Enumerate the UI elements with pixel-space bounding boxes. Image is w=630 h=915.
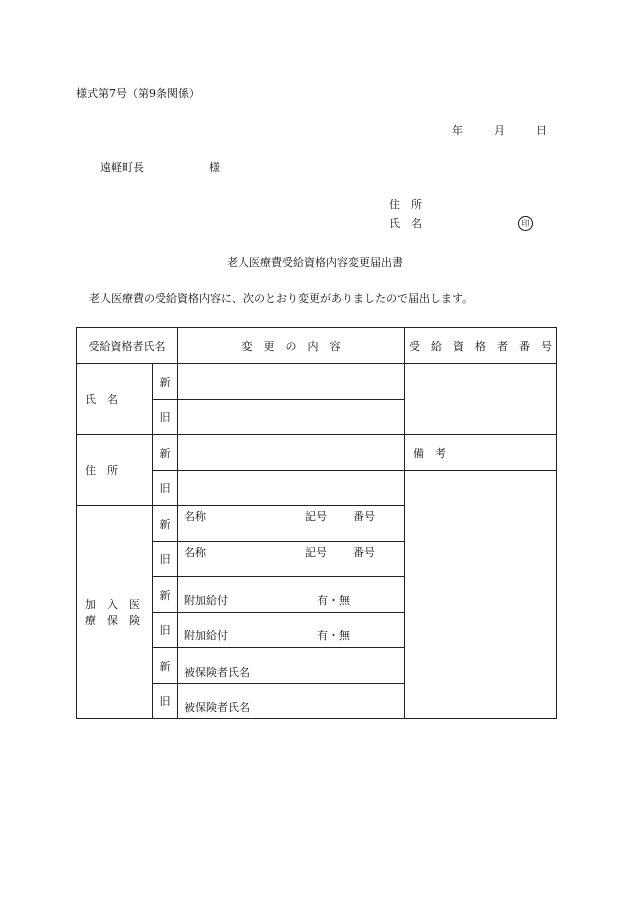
old-label: 旧 (153, 400, 178, 435)
change-form-table (76, 327, 557, 719)
header-change-content: 変 更 の 内 容 (178, 328, 405, 364)
header-recipient-number: 受 給 資 格 者 番 号 (405, 328, 557, 364)
insurer-old-field[interactable] (178, 542, 405, 577)
insurer-name-label: 名称 (184, 510, 206, 523)
old-label: 旧 (153, 471, 178, 506)
additional-benefit-new-field[interactable] (178, 577, 405, 613)
additional-benefit-label: 附加給付 (184, 594, 228, 607)
new-label: 新 (153, 648, 178, 684)
new-label: 新 (153, 577, 178, 613)
date-year: 年 (452, 124, 463, 137)
intro-text: 老人医療費の受給資格内容に、次のとおり変更がありましたので届出します。 (89, 292, 474, 305)
remarks-label: 備 考 (405, 435, 557, 471)
seal-mark: 印 (518, 216, 533, 231)
insurer-new-field[interactable] (178, 506, 405, 542)
number-label: 番号 (353, 510, 375, 523)
insured-name-label: 被保険者氏名 (184, 701, 250, 714)
remarks-field[interactable] (405, 471, 557, 719)
additional-benefit-old-field[interactable] (178, 613, 405, 648)
address-new-field[interactable] (178, 435, 405, 471)
document-title: 老人医療費受給資格内容変更届出書 (227, 256, 403, 269)
applicant-name-label: 氏 名 (389, 217, 422, 230)
addressee-honorific: 様 (209, 161, 220, 174)
recipient-number-field[interactable] (405, 364, 557, 435)
old-label: 旧 (153, 613, 178, 648)
number-label: 番号 (353, 546, 375, 559)
yes-no-option[interactable]: 有・無 (317, 594, 350, 607)
date-month: 月 (494, 124, 505, 137)
applicant-address-label: 住 所 (389, 198, 422, 211)
name-new-field[interactable] (178, 364, 405, 400)
insured-name-label: 被保険者氏名 (184, 666, 250, 679)
date-day: 日 (536, 124, 547, 137)
date-line (452, 124, 547, 138)
addressee-name: 遠軽町長 (100, 161, 144, 174)
insured-name-new-field[interactable] (178, 648, 405, 684)
yes-no-option[interactable]: 有・無 (317, 629, 350, 642)
form-number: 様式第7号（第9条関係） (76, 87, 200, 100)
header-recipient-name: 受給資格者氏名 (77, 328, 178, 364)
address-old-field[interactable] (178, 471, 405, 506)
row-label-address: 住 所 (77, 435, 153, 506)
insured-name-old-field[interactable] (178, 684, 405, 719)
insurer-name-label: 名称 (184, 546, 206, 559)
new-label: 新 (153, 435, 178, 471)
symbol-label: 記号 (305, 546, 327, 559)
old-label: 旧 (153, 542, 178, 577)
name-old-field[interactable] (178, 400, 405, 435)
symbol-label: 記号 (305, 510, 327, 523)
row-label-name: 氏 名 (77, 364, 153, 435)
additional-benefit-label: 附加給付 (184, 629, 228, 642)
new-label: 新 (153, 364, 178, 400)
row-label-insurance: 加 入 医 療 保 険 (77, 506, 153, 719)
new-label: 新 (153, 506, 178, 542)
old-label: 旧 (153, 684, 178, 719)
